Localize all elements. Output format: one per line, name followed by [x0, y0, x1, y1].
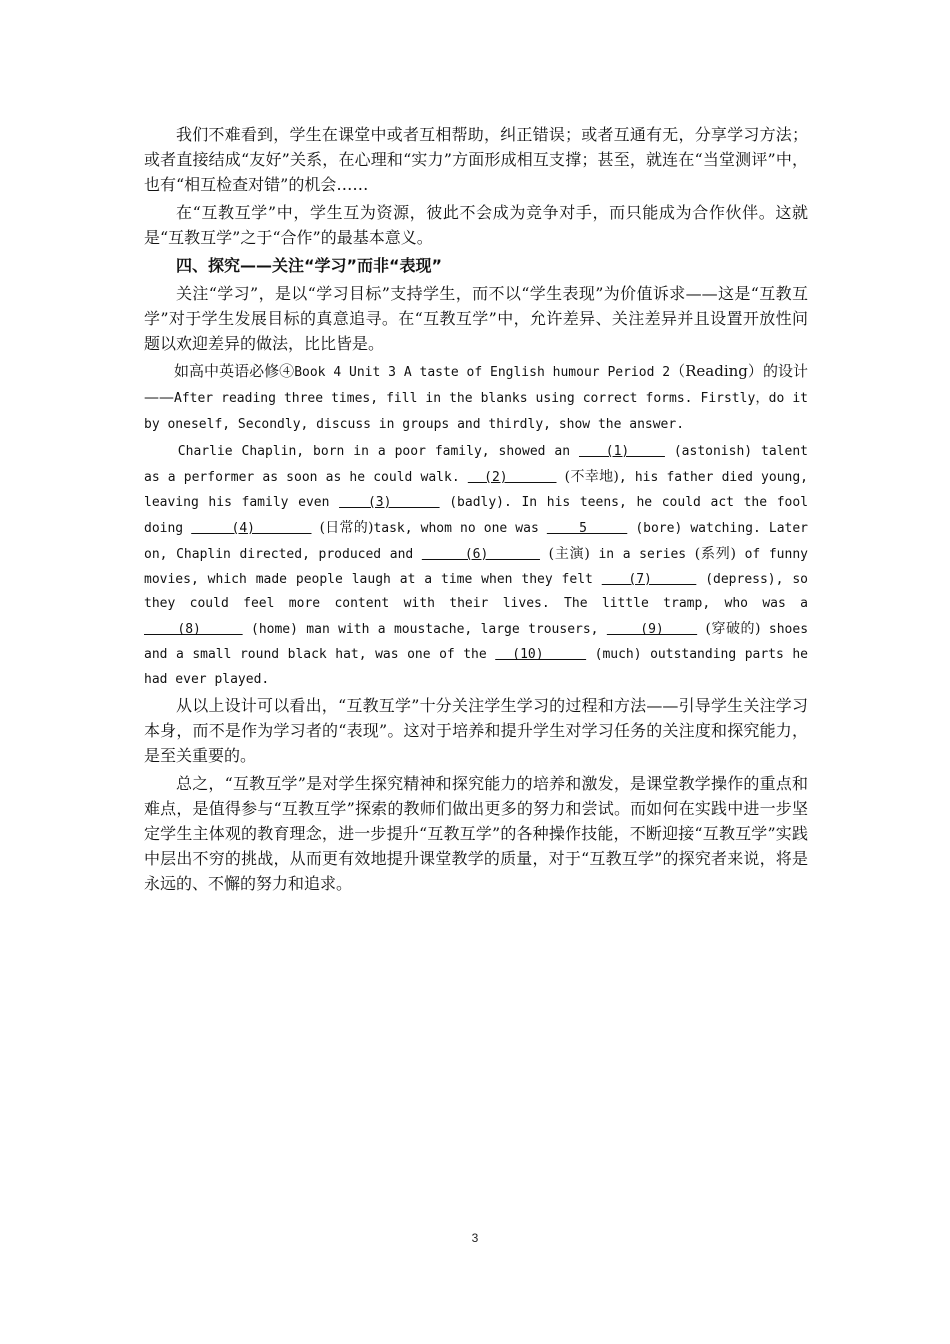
- passage-text: [697, 622, 705, 637]
- passage-text: (astonish) talent as a performer as soon as he could walk.: [144, 444, 808, 485]
- blank-6: (6): [421, 546, 540, 562]
- cloze-passage: [144, 440, 808, 693]
- paragraph-focus-learning: 关注“学习”，是以“学习目标”支持学生，而不以“学生表现”为价值诉求——这是“互教互学”对于学生发展目标的真意追寻。在“互教互学”中，允许差异、关注差异并且设置开放性问题以欢迎差异的做法，比比皆是。: [144, 284, 808, 353]
- paragraph-cooperation: 在“互教互学”中，学生互为资源，彼此不会成为竞争对手，而只能成为合作伙伴。这就是“互教互学”之于“合作”的最基本意义。: [144, 203, 808, 247]
- passage-text: task, whom no one was: [373, 520, 547, 536]
- paragraph-summary: 总之，“互教互学”是对学生探究精神和探究能力的培养和激发，是课堂教学操作的重点和难点，是值得参与“互教互学”探索的教师们做出更多的努力和尝试。而如何在实践中进一步坚定学生主体观的教育理念，进一步提升“互教互学”的各种操作技能，不断迎接“互教互学”实践中层出不穷的挑战，从而更有效地提升课堂教学的质量，对于“互教互学”的探究者来说，将是永远的、不懈的努力和追求。: [144, 774, 808, 894]
- passage-text: shoes and a small round black hat, was one of the: [144, 622, 809, 663]
- hint-6: (主演): [548, 545, 590, 562]
- hint-4: (日常的): [319, 519, 374, 536]
- passage-text: in a series: [589, 546, 695, 562]
- passage-text: of funny movies, which made people laugh at a time when they felt: [144, 546, 808, 587]
- section-heading-4: 四、探究——关注“学习”而非“表现”: [176, 256, 443, 275]
- passage-text: , his father died young, leaving his family even: [144, 469, 809, 510]
- document-body: [144, 122, 808, 899]
- passage-text: [540, 547, 549, 562]
- blank-3: (3): [339, 494, 440, 510]
- blank-10: (10): [495, 647, 587, 663]
- paragraph-conclusion-design: 从以上设计可以看出，“互教互学”十分关注学生学习的过程和方法——引导学生关注学习本身，而不是作为学习者的“表现”。这对于培养和提升学生对学习任务的关注度和探究能力，是至关重要的。: [144, 696, 808, 766]
- blank-2: (2): [467, 469, 557, 485]
- passage-text: (depress), so they could feel more content with their lives. The little tramp, who was a: [144, 571, 809, 612]
- hint-2: (不幸地): [564, 468, 619, 485]
- blank-5: 5: [546, 520, 628, 536]
- paragraph-mutual-help: 我们不难看到，学生在课堂中或者互相帮助，纠正错误；或者互通有无，分享学习方法；或者直接结成“友好”关系，在心理和“实力”方面形成相互支撑；甚至，就连在“当堂测评”中，也有“相互检查对错”的机会……: [144, 125, 808, 194]
- paragraph-example-design: [144, 359, 808, 437]
- example-cn-intro: 如高中英语必修④: [174, 362, 295, 380]
- blank-9: (9): [606, 622, 698, 638]
- blank-8: (8): [144, 622, 243, 638]
- blank-1: (1): [578, 444, 665, 459]
- page-number: 3: [471, 1231, 479, 1245]
- passage-text: Charlie Chaplin, born in a poor family, showed an: [177, 444, 579, 459]
- example-reading: （Reading）的设计——: [144, 362, 808, 406]
- passage-text: (badly). In his teens, he could act the fool doing: [144, 494, 809, 536]
- example-instructions: After reading three times, fill in the blanks using correct forms. Firstly，do it by oneself, Secondly, discuss in groups and thirdly, show the answer.: [144, 391, 808, 432]
- passage-text: (home) man with a moustache, large trousers,: [242, 622, 607, 638]
- passage-text: (much) outstanding parts he had ever played.: [144, 647, 808, 688]
- hint-6-series: (系列): [694, 545, 736, 562]
- hint-9: (穿破的): [705, 621, 761, 638]
- passage-text: (bore) watching. Later on, Chaplin directed, produced and: [144, 520, 808, 562]
- blank-7: (7): [601, 571, 697, 587]
- passage-text: [311, 521, 319, 536]
- example-book-unit: Book 4 Unit 3 A taste of English humour Period 2: [294, 365, 671, 380]
- passage-text: [557, 470, 565, 485]
- blank-4: (4): [191, 520, 312, 536]
